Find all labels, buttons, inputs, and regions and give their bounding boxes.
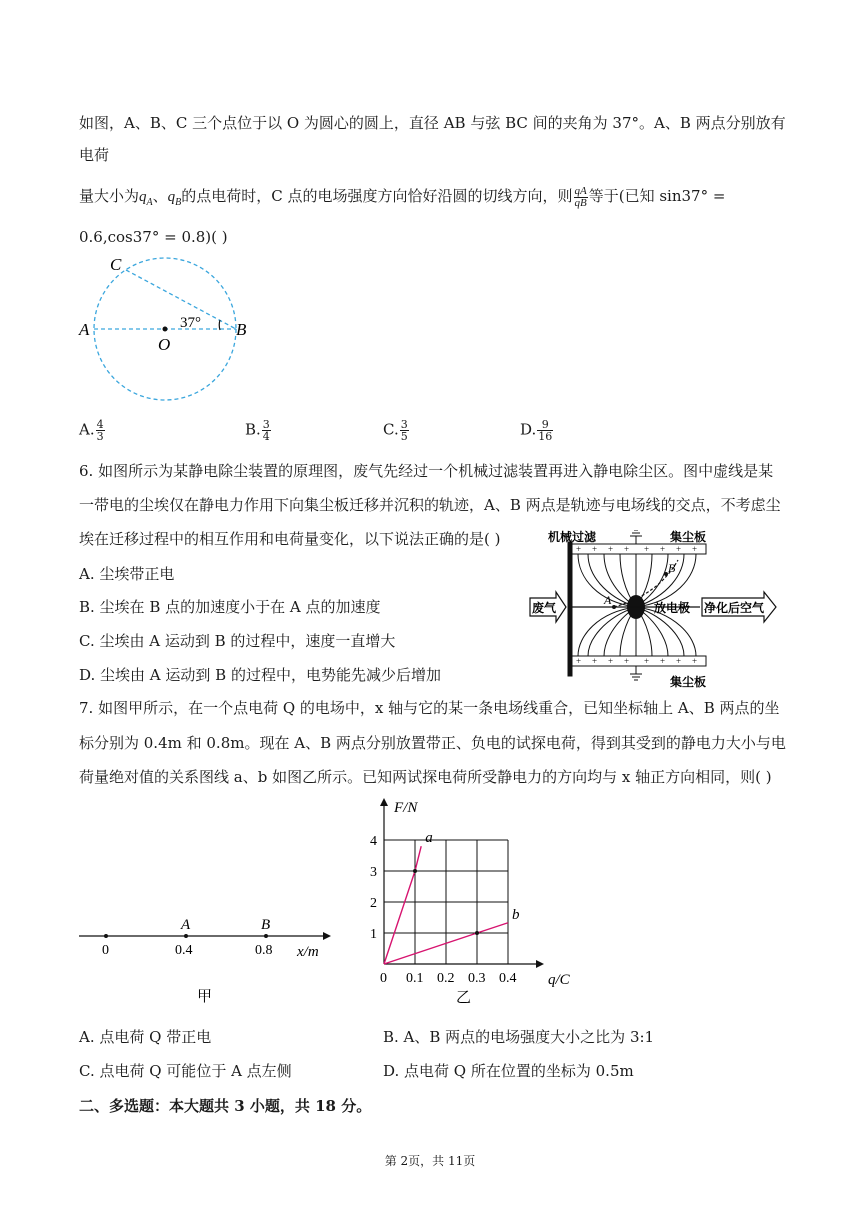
q6-option-b[interactable]: B. 尘埃在 B 点的加速度小于在 A 点的加速度 (79, 598, 381, 616)
label-bottom-plate: 集尘板 (670, 675, 707, 688)
x-tick-label: 0.3 (468, 971, 486, 986)
option-num: 3 (262, 418, 270, 431)
chart-y-label: F/N (394, 800, 418, 816)
svg-text:+: + (660, 544, 666, 554)
origin-dot (104, 934, 108, 938)
tick-0.8: 0.8 (255, 943, 273, 958)
series-line-a (384, 846, 421, 964)
q5-line1: 如图，A、B、C 三个点位于以 O 为圆心的圆上，直径 AB 与弦 BC 间的夹角为 37°。A、B 两点分别放有 (79, 114, 786, 132)
q5-line2: 电荷 (79, 146, 110, 164)
option-num: 3 (400, 418, 408, 431)
svg-text:+: + (692, 656, 698, 666)
option-den: 16 (538, 430, 553, 443)
filter-bar (568, 542, 572, 676)
label-filter: 机械过滤 (548, 530, 597, 544)
ratio-numerator: qA (574, 184, 587, 197)
svg-text:+: + (592, 544, 598, 554)
point-a-dot (184, 934, 188, 938)
svg-text:+: + (644, 656, 650, 666)
precipitator-figure (528, 530, 780, 688)
force-charge-chart (368, 796, 588, 1010)
qa-symbol: q (139, 189, 147, 205)
x-axis-arrow-icon (323, 932, 331, 940)
svg-text:+: + (608, 544, 614, 554)
x-tick-label: 0.4 (499, 971, 517, 986)
svg-text:+: + (576, 656, 582, 666)
label-b: B (236, 320, 247, 339)
q6-line3: 埃在迁移过程中的相互作用和电荷量变化，以下说法正确的是( ) (79, 530, 501, 548)
svg-text:+: + (692, 544, 698, 554)
q5-option-a[interactable] (79, 419, 106, 442)
qa-subscript: A (146, 197, 153, 208)
option-den: 3 (96, 430, 104, 443)
chart-ticks (370, 834, 517, 986)
option-label: A. (79, 420, 95, 439)
caption-yi: 乙 (456, 990, 472, 1006)
center-dot (163, 327, 168, 332)
ratio-denominator: qB (574, 196, 587, 209)
chart-grid (384, 840, 508, 964)
label-discharge: 放电极 (654, 601, 691, 615)
label-point-a: A (181, 917, 191, 933)
q7-option-b[interactable]: B. A、B 两点的电场强度大小之比为 3:1 (383, 1028, 655, 1046)
option-den: 4 (262, 430, 270, 443)
svg-text:+: + (576, 544, 582, 554)
series-label-b: b (512, 906, 520, 923)
tick-0: 0 (102, 943, 109, 958)
q6-option-a[interactable]: A. 尘埃带正电 (79, 565, 175, 583)
chart-axes (380, 798, 544, 968)
q7-option-c[interactable]: C. 点电荷 Q 可能位于 A 点左侧 (79, 1062, 292, 1080)
qb-symbol: q (167, 189, 176, 205)
label-point-a: A (604, 593, 612, 607)
q5-line3 (79, 185, 725, 214)
qb-subscript: B (175, 197, 182, 208)
angle-arc (219, 320, 220, 330)
ratio-fraction (574, 186, 588, 209)
q5-option-c[interactable] (383, 419, 410, 442)
q6-line1: 6. 如图所示为某静电除尘装置的原理图，废气先经过一个机械过滤装置再进入静电除尘区。图中虚线是某 (79, 462, 774, 480)
label-point-b: B (261, 917, 271, 933)
svg-text:+: + (624, 544, 630, 554)
series-point-b (475, 931, 479, 935)
x-tick-label: 0 (380, 971, 387, 986)
label-point-b: B (668, 561, 676, 575)
y-axis-arrow-icon (380, 798, 388, 806)
label-c: C (110, 255, 122, 274)
option-den: 5 (400, 430, 408, 443)
q7-option-d[interactable]: D. 点电荷 Q 所在位置的坐标为 0.5m (383, 1062, 634, 1080)
svg-text:+: + (676, 544, 682, 554)
label-o: O (158, 335, 171, 354)
point-a-dot (612, 605, 616, 609)
q7-option-a[interactable]: A. 点电荷 Q 带正电 (79, 1028, 212, 1046)
y-tick-label: 1 (370, 927, 377, 942)
q7-line1: 7. 如图甲所示，在一个点电荷 Q 的电场中，x 轴与它的某一条电场线重合，已知坐标轴上 A、B 两点的坐 (79, 699, 780, 717)
y-tick-label: 3 (370, 865, 377, 880)
y-tick-label: 2 (370, 896, 377, 911)
x-tick-label: 0.2 (437, 971, 455, 986)
point-b-dot (264, 934, 268, 938)
q6-option-c[interactable]: C. 尘埃由 A 运动到 B 的过程中，速度一直增大 (79, 632, 396, 650)
chart-series (384, 830, 520, 964)
q5-option-d[interactable] (520, 419, 554, 442)
label-outlet: 净化后空气 (704, 601, 765, 615)
label-top-plate: 集尘板 (670, 530, 707, 544)
q5-option-b[interactable] (245, 419, 272, 442)
label-inlet: 废气 (532, 601, 557, 615)
x-axis-figure (75, 910, 335, 1010)
caption-jia: 甲 (197, 989, 213, 1005)
y-tick-label: 4 (370, 834, 377, 849)
ground-bottom-icon (630, 666, 642, 680)
x-axis-arrow-icon (536, 960, 544, 968)
series-label-a: a (425, 830, 433, 847)
option-label: C. (383, 420, 399, 439)
option-label: D. (520, 420, 537, 439)
svg-text:+: + (624, 656, 630, 666)
option-num: 9 (537, 419, 553, 431)
q7-line3: 荷量绝对值的关系图线 a、b 如图乙所示。已知两试探电荷所受静电力的方向均与 x 轴正方向相同，则( ) (79, 768, 772, 786)
option-num: 4 (96, 418, 104, 431)
q7-line2: 标分别为 0.4m 和 0.8m。现在 A、B 两点分别放置带正、负电的试探电荷，得到其受到的静电力大小与电 (79, 734, 786, 752)
section-heading: 二、多选题：本大题共 3 小题，共 18 分。 (79, 1097, 372, 1115)
ground-top-icon (630, 530, 642, 544)
page-footer: 第 2页，共 11页 (384, 1154, 476, 1168)
svg-text:+: + (592, 656, 598, 666)
q6-line2: 一带电的尘埃仅在静电力作用下向集尘板迁移并沉积的轨迹，A、B 两点是轨迹与电场线的交点，不考虑尘 (79, 496, 781, 514)
svg-text:+: + (608, 656, 614, 666)
svg-text:+: + (660, 656, 666, 666)
chart-x-label: q/C (548, 972, 570, 988)
option-label: B. (245, 420, 261, 439)
q6-option-d[interactable]: D. 尘埃由 A 运动到 B 的过程中，电势能先减少后增加 (79, 666, 441, 684)
axis-unit: x/m (297, 944, 319, 960)
q5-circle-figure (70, 250, 270, 410)
x-tick-label: 0.1 (406, 971, 424, 986)
q5-sep: 、 (152, 187, 168, 205)
series-point-a (413, 869, 417, 873)
svg-text:+: + (644, 544, 650, 554)
label-a: A (79, 320, 90, 339)
svg-text:+: + (676, 656, 682, 666)
q5-line3c: 等于(已知 sin37° = (588, 187, 726, 205)
q5-line3a: 量大小为 (79, 187, 140, 205)
tick-0.4: 0.4 (175, 943, 193, 958)
q5-line3b: 的点电荷时，C 点的电场强度方向恰好沿圆的切线方向，则 (181, 187, 573, 205)
label-angle: 37° (180, 315, 201, 331)
q5-line4: 0.6,cos37° = 0.8)( ) (79, 228, 228, 246)
